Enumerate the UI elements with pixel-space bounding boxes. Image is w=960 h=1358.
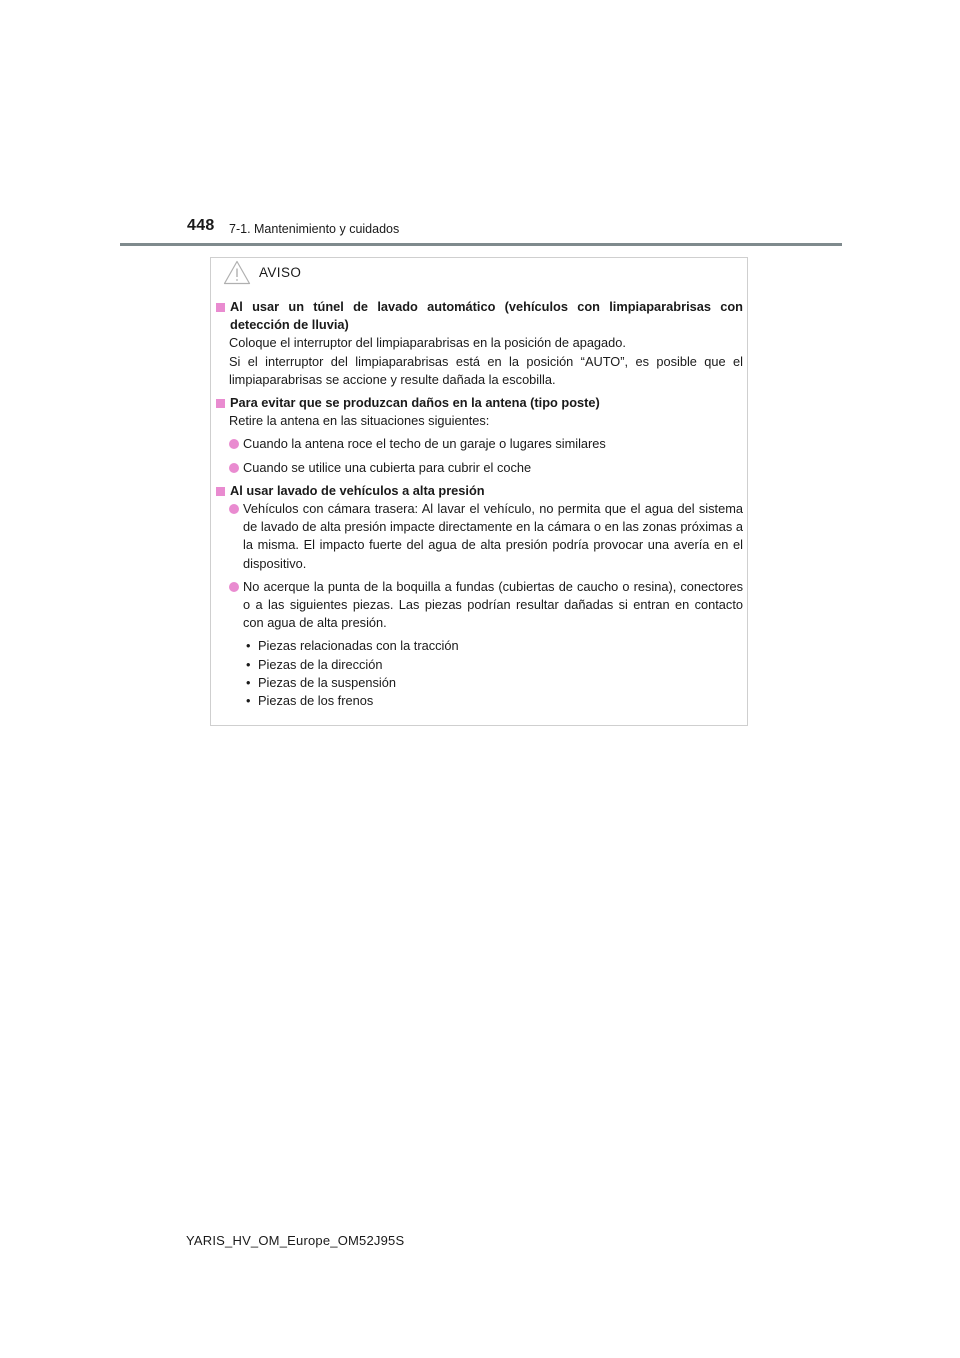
- sub-list-item: • Piezas de la dirección: [246, 656, 383, 672]
- warning-triangle-icon: [223, 260, 251, 285]
- square-bullet-icon: [216, 487, 225, 496]
- sub-list: [246, 637, 743, 710]
- sub-list-item: • Piezas de la suspensión: [246, 674, 397, 690]
- list-item: Vehículos con cámara trasera: Al lavar el vehículo, no permita que el agua del sistema de lavado de alta presión impacte directamente en la cámara o en las zonas próximas a la misma. El impacto fuerte del agua de alta presión podría provocar una avería en el dispositivo.: [229, 500, 743, 573]
- document-id: YARIS_HV_OM_Europe_OM52J95S: [186, 1233, 405, 1248]
- circle-bullet-icon: [229, 439, 239, 449]
- section-heading: Para evitar que se produzcan daños en la antena (tipo poste): [216, 394, 743, 412]
- list-item: Cuando la antena roce el techo de un garaje o lugares similares: [229, 435, 743, 453]
- section-heading: Al usar un túnel de lavado automático (vehículos con limpiaparabrisas con detección de lluvia): [216, 298, 743, 334]
- section-title: 7-1. Mantenimiento y cuidados: [229, 222, 400, 236]
- section-heading: Al usar lavado de vehículos a alta presión: [216, 482, 743, 500]
- header-rule: [120, 243, 842, 246]
- list-item: Cuando se utilice una cubierta para cubrir el coche: [229, 459, 743, 477]
- notice-header: [223, 259, 301, 285]
- paragraph: Si el interruptor del limpiaparabrisas está en la posición “AUTO”, es posible que el limpiaparabrisas se accione y resulte dañada la escobilla.: [229, 353, 743, 387]
- notice-label: AVISO: [259, 264, 302, 280]
- circle-bullet-icon: [229, 504, 239, 514]
- list-item: No acerque la punta de la boquilla a fundas (cubiertas de caucho o resina), conectores o a las siguientes piezas. Las piezas podrían resultar dañadas si entran en contacto con agua de alta presión.: [229, 578, 743, 633]
- square-bullet-icon: [216, 399, 225, 408]
- page-number: 448: [187, 217, 215, 234]
- notice-content: [216, 298, 743, 710]
- circle-bullet-icon: [229, 463, 239, 473]
- sub-list-item: • Piezas de los frenos: [246, 693, 374, 709]
- square-bullet-icon: [216, 303, 225, 312]
- circle-bullet-icon: [229, 582, 239, 592]
- paragraph: Retire la antena en las situaciones siguientes:: [229, 413, 490, 429]
- paragraph: Coloque el interruptor del limpiaparabrisas en la posición de apagado.: [229, 335, 626, 351]
- sub-list-item: • Piezas relacionadas con la tracción: [246, 638, 459, 654]
